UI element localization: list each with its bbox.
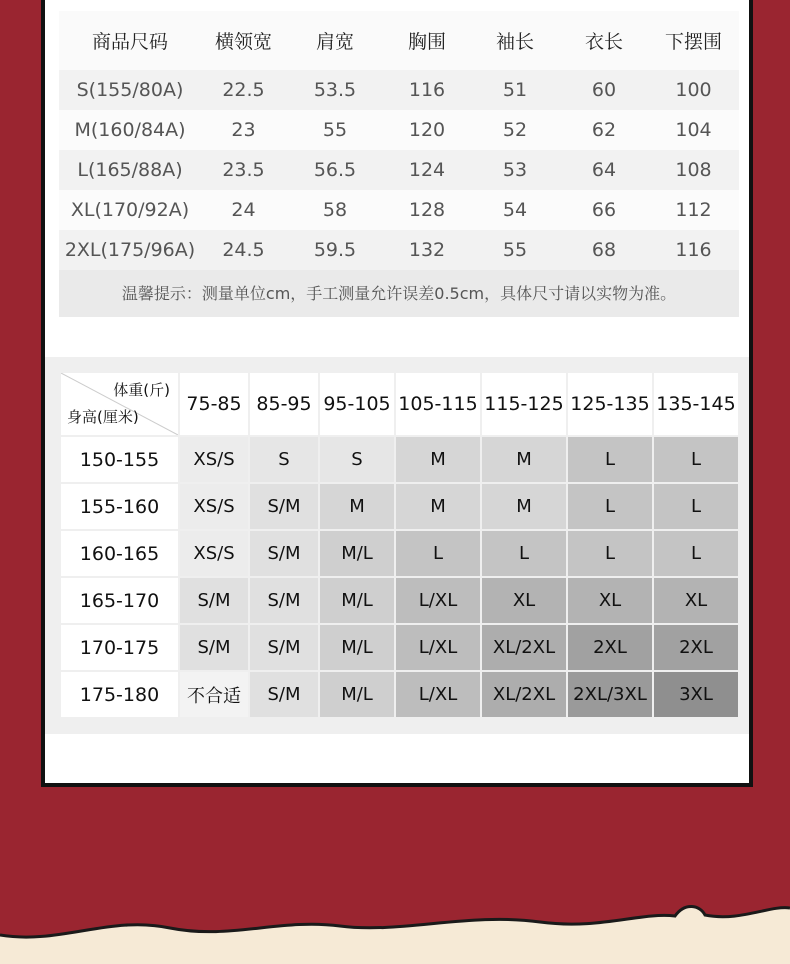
spec-value-cell: 62: [560, 110, 648, 150]
recommended-size-cell: M: [396, 484, 480, 529]
recommended-size-cell: XL/2XL: [482, 672, 566, 717]
spec-header-cell: 胸围: [384, 11, 470, 70]
spec-size-cell: S(155/80A): [59, 70, 201, 110]
recommended-size-cell: M/L: [320, 672, 394, 717]
weight-range-header: 85-95: [250, 373, 318, 435]
recommended-size-cell: XL/2XL: [482, 625, 566, 670]
spec-value-cell: 55: [470, 230, 560, 270]
weight-range-header: 135-145: [654, 373, 738, 435]
height-row: [61, 437, 738, 482]
height-range-label: 160-165: [61, 531, 178, 576]
recommended-size-cell: XS/S: [180, 437, 248, 482]
spec-value-cell: 53.5: [286, 70, 384, 110]
weight-range-header: 105-115: [396, 373, 480, 435]
size-spec-table: [59, 11, 739, 317]
spec-row: [59, 190, 739, 230]
spec-size-cell: L(165/88A): [59, 150, 201, 190]
spec-row: [59, 230, 739, 270]
spec-value-cell: 56.5: [286, 150, 384, 190]
corner-header: [61, 373, 178, 435]
recommended-size-cell: S/M: [250, 531, 318, 576]
spec-header-cell: 横领宽: [201, 11, 286, 70]
recommended-size-cell: S/M: [180, 578, 248, 623]
recommended-size-cell: 2XL: [568, 625, 652, 670]
spec-row: [59, 70, 739, 110]
height-row: [61, 672, 738, 717]
recommended-size-cell: 2XL/3XL: [568, 672, 652, 717]
spec-value-cell: 116: [648, 230, 739, 270]
spec-size-cell: 2XL(175/96A): [59, 230, 201, 270]
recommended-size-cell: S/M: [250, 578, 318, 623]
weight-range-header: 75-85: [180, 373, 248, 435]
spec-value-cell: 23.5: [201, 150, 286, 190]
spec-value-cell: 66: [560, 190, 648, 230]
size-chart-card: [41, 0, 753, 787]
recommended-size-cell: S/M: [250, 672, 318, 717]
recommended-size-cell: 不合适: [180, 672, 248, 717]
height-range-label: 165-170: [61, 578, 178, 623]
recommended-size-cell: M/L: [320, 625, 394, 670]
spec-header-cell: 肩宽: [286, 11, 384, 70]
size-recommendation-table: [45, 357, 749, 734]
recommended-size-cell: XL: [568, 578, 652, 623]
spec-value-cell: 51: [470, 70, 560, 110]
spec-value-cell: 124: [384, 150, 470, 190]
recommended-size-cell: L/XL: [396, 625, 480, 670]
spec-value-cell: 108: [648, 150, 739, 190]
height-range-label: 150-155: [61, 437, 178, 482]
spec-value-cell: 64: [560, 150, 648, 190]
spec-value-cell: 60: [560, 70, 648, 110]
section-gap: [45, 317, 749, 357]
recommended-size-cell: M: [396, 437, 480, 482]
recommended-size-cell: S/M: [180, 625, 248, 670]
height-range-label: 175-180: [61, 672, 178, 717]
recommended-size-cell: M: [320, 484, 394, 529]
measurement-note: 温馨提示：测量单位cm，手工测量允许误差0.5cm，具体尺寸请以实物为准。: [59, 270, 739, 318]
spec-size-cell: XL(170/92A): [59, 190, 201, 230]
recommended-size-cell: L: [396, 531, 480, 576]
spec-value-cell: 24.5: [201, 230, 286, 270]
recommended-size-cell: S: [320, 437, 394, 482]
height-row: [61, 484, 738, 529]
height-range-label: 170-175: [61, 625, 178, 670]
height-axis-label: 身高(厘米): [67, 408, 139, 426]
spec-header-cell: 袖长: [470, 11, 560, 70]
spec-value-cell: 55: [286, 110, 384, 150]
spec-value-cell: 104: [648, 110, 739, 150]
weight-range-header: 125-135: [568, 373, 652, 435]
recommended-size-cell: L/XL: [396, 578, 480, 623]
recommended-size-cell: L: [568, 484, 652, 529]
recommended-size-cell: XS/S: [180, 484, 248, 529]
recommended-size-cell: L: [568, 437, 652, 482]
recommended-size-cell: M/L: [320, 531, 394, 576]
recommended-size-cell: XL: [482, 578, 566, 623]
spec-header-cell: 商品尺码: [59, 11, 201, 70]
spec-value-cell: 100: [648, 70, 739, 110]
height-row: [61, 531, 738, 576]
recommended-size-cell: XL: [654, 578, 738, 623]
spec-value-cell: 52: [470, 110, 560, 150]
height-range-label: 155-160: [61, 484, 178, 529]
spec-size-cell: M(160/84A): [59, 110, 201, 150]
spec-value-cell: 53: [470, 150, 560, 190]
recommended-size-cell: L: [568, 531, 652, 576]
recommended-size-cell: L: [654, 531, 738, 576]
recommended-size-cell: L: [654, 437, 738, 482]
spec-value-cell: 23: [201, 110, 286, 150]
recommended-size-cell: L/XL: [396, 672, 480, 717]
spec-value-cell: 54: [470, 190, 560, 230]
recommended-size-cell: M: [482, 484, 566, 529]
weight-range-header: 95-105: [320, 373, 394, 435]
recommended-size-cell: M: [482, 437, 566, 482]
weight-axis-label: 体重(斤): [113, 381, 170, 399]
spec-value-cell: 58: [286, 190, 384, 230]
recommended-size-cell: S: [250, 437, 318, 482]
spec-header-row: [59, 11, 739, 70]
spec-value-cell: 116: [384, 70, 470, 110]
spec-value-cell: 59.5: [286, 230, 384, 270]
spec-value-cell: 24: [201, 190, 286, 230]
spec-row: [59, 110, 739, 150]
recommended-size-cell: M/L: [320, 578, 394, 623]
recommended-size-cell: L: [654, 484, 738, 529]
recommended-size-cell: XS/S: [180, 531, 248, 576]
recommended-size-cell: L: [482, 531, 566, 576]
spec-value-cell: 112: [648, 190, 739, 230]
recommended-size-cell: 3XL: [654, 672, 738, 717]
spec-value-cell: 22.5: [201, 70, 286, 110]
spec-header-cell: 下摆围: [648, 11, 739, 70]
weight-range-header: 115-125: [482, 373, 566, 435]
height-row: [61, 578, 738, 623]
card-bottom-space: [45, 734, 749, 783]
spec-value-cell: 132: [384, 230, 470, 270]
height-row: [61, 625, 738, 670]
spec-value-cell: 120: [384, 110, 470, 150]
spec-header-cell: 衣长: [560, 11, 648, 70]
recommended-size-cell: S/M: [250, 625, 318, 670]
spec-value-cell: 128: [384, 190, 470, 230]
spec-value-cell: 68: [560, 230, 648, 270]
spec-row: [59, 150, 739, 190]
recommended-size-cell: 2XL: [654, 625, 738, 670]
recommended-size-cell: S/M: [250, 484, 318, 529]
